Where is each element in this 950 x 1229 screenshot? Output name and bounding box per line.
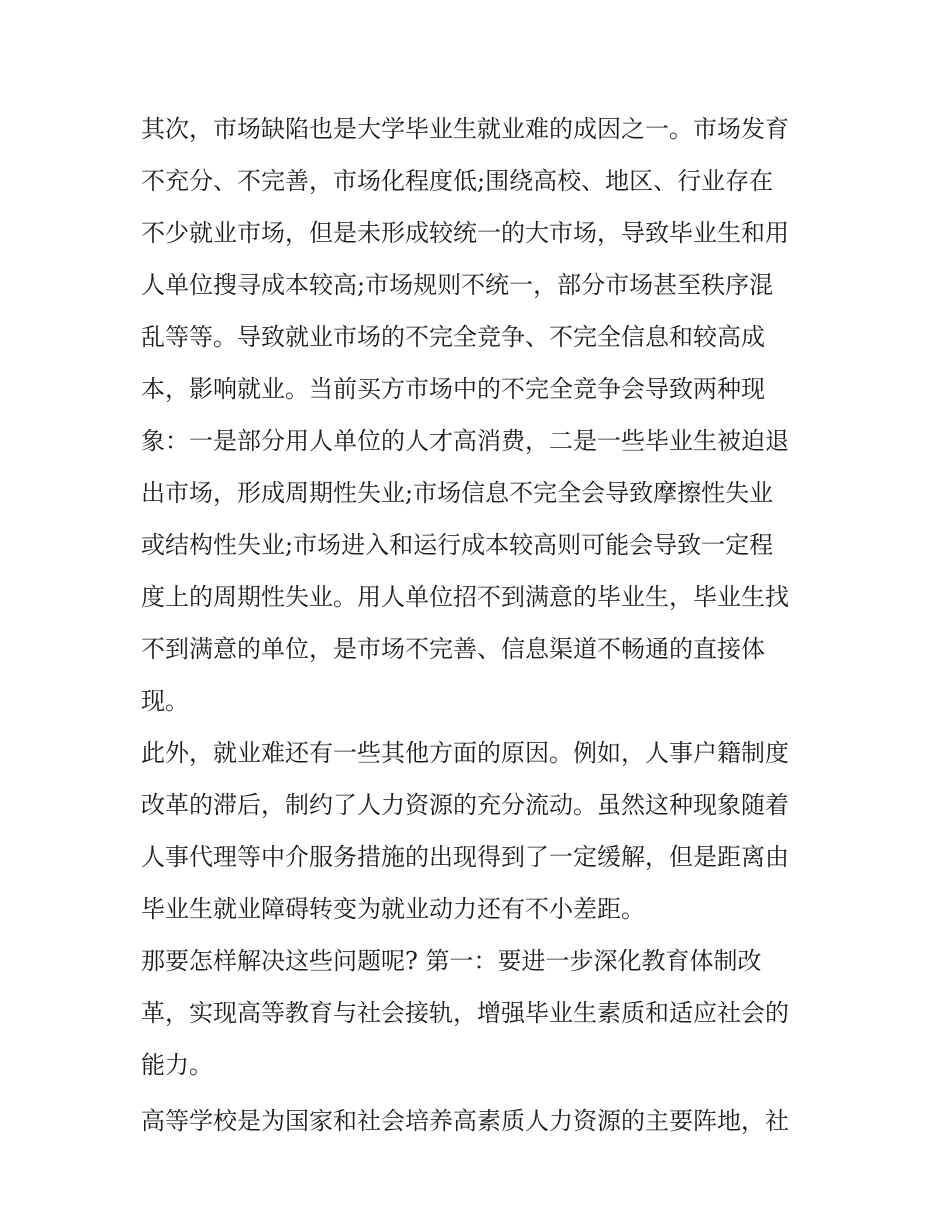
text-line: 此外，就业难还有一些其他方面的原因。例如，人事户籍制度 xyxy=(141,739,789,767)
paragraph-solutions xyxy=(141,935,821,1091)
text-line: 那要怎样解决这些问题呢? 第一：要进一步深化教育体制改 xyxy=(141,947,762,975)
text-line: 不少就业市场，但是未形成较统一的大市场，导致毕业生和用 xyxy=(141,219,789,247)
text-line: 乱等等。导致就业市场的不完全竞争、不完全信息和较高成 xyxy=(141,323,765,351)
text-line: 高等学校是为国家和社会培养高素质人力资源的主要阵地，社 xyxy=(141,1107,789,1135)
text-line: 不到满意的单位，是市场不完善、信息渠道不畅通的直接体 xyxy=(141,635,765,663)
text-line: 改革的滞后，制约了人力资源的充分流动。虽然这种现象随着 xyxy=(141,791,789,819)
text-line: 或结构性失业;市场进入和运行成本较高则可能会导致一定程 xyxy=(141,531,774,559)
text-line: 本，影响就业。当前买方市场中的不完全竞争会导致两种现 xyxy=(141,375,765,403)
paragraph-market-defects xyxy=(141,103,821,727)
paragraph-higher-education xyxy=(141,1095,821,1147)
text-line: 其次，市场缺陷也是大学毕业生就业难的成因之一。市场发育 xyxy=(141,115,789,143)
document-body xyxy=(141,103,821,1147)
text-line: 现。 xyxy=(141,687,189,715)
text-line: 度上的周期性失业。用人单位招不到满意的毕业生，毕业生找 xyxy=(141,583,789,611)
text-line: 毕业生就业障碍转变为就业动力还有不小差距。 xyxy=(141,895,645,923)
paragraph-other-reasons xyxy=(141,727,821,935)
text-line: 能力。 xyxy=(141,1051,213,1079)
text-line: 不充分、不完善，市场化程度低;围绕高校、地区、行业存在 xyxy=(141,167,774,195)
text-line: 出市场，形成周期性失业;市场信息不完全会导致摩擦性失业 xyxy=(141,479,774,507)
text-line: 象：一是部分用人单位的人才高消费，二是一些毕业生被迫退 xyxy=(141,427,789,455)
text-line: 革，实现高等教育与社会接轨，增强毕业生素质和适应社会的 xyxy=(141,999,789,1027)
text-line: 人单位搜寻成本较高;市场规则不统一，部分市场甚至秩序混 xyxy=(141,271,774,299)
text-line: 人事代理等中介服务措施的出现得到了一定缓解，但是距离由 xyxy=(141,843,789,871)
